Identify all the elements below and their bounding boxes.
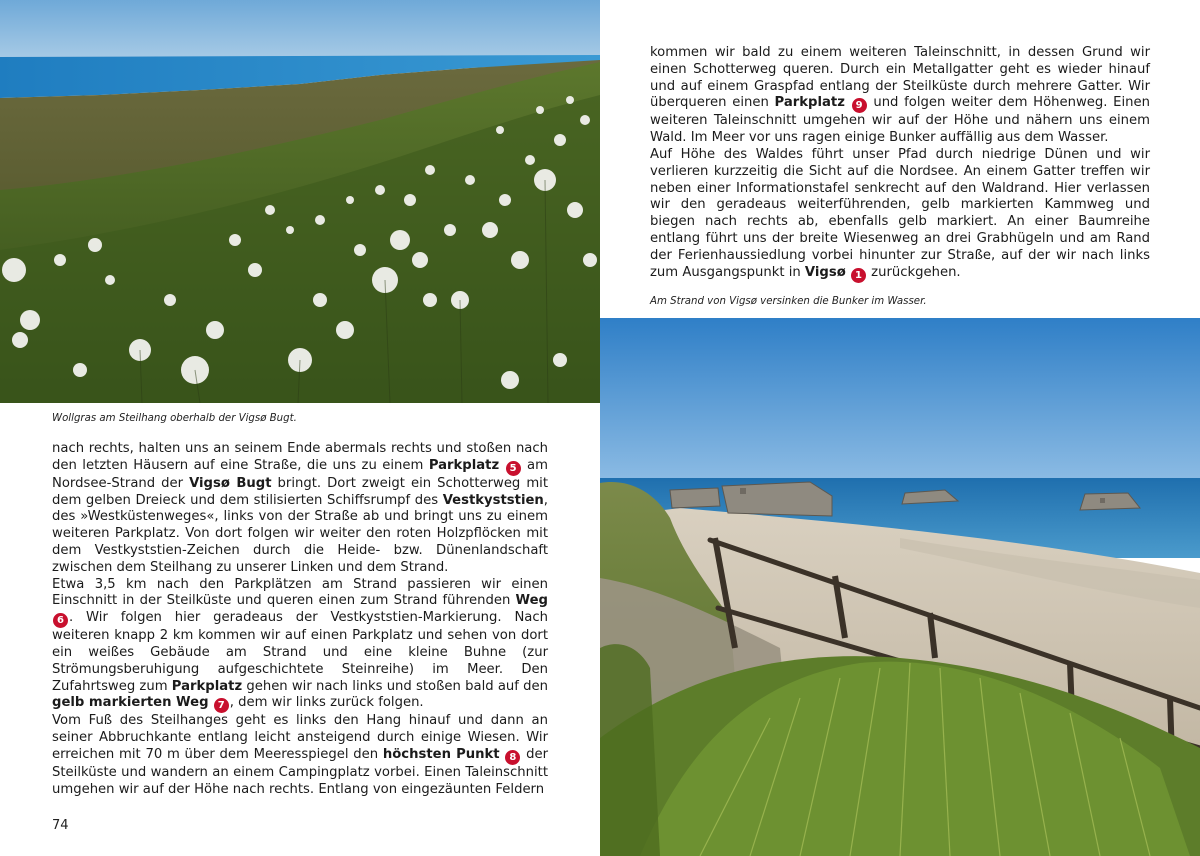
waypoint-marker-8: 8	[505, 750, 520, 765]
body-text-left	[52, 441, 548, 799]
text-run: bringt. Dort zweigt ein Schotterweg mit dem gelben Dreieck und dem stilisierten Schiffsrumpf des	[52, 475, 548, 508]
body-text-right	[650, 45, 1150, 283]
bold-place-name: Parkplatz	[428, 457, 500, 473]
text-run: nach rechts, halten uns an seinem Ende abermals rechts und stoßen nach den letzten Häusern auf eine Straße, die uns zu einem	[52, 441, 548, 473]
paragraph-r1	[650, 45, 1150, 147]
text-run	[209, 695, 213, 710]
cotton-grass-illustration	[0, 0, 600, 403]
text-run: Vom Fuß des Steilhanges geht es links den Hang hinauf und dann an seiner Abbruchkante entlang leicht ansteigend durch einige Wiesen. Wir erreichen mit 70 m über dem Meeresspiegel den	[52, 713, 548, 762]
beach-bunkers-photo	[600, 318, 1200, 856]
waypoint-marker-9: 9	[852, 98, 867, 113]
cotton-grass-cliff-photo	[0, 0, 600, 403]
text-run	[499, 458, 504, 473]
text-run: , dem wir links zurück folgen.	[229, 695, 424, 711]
text-run: zurückgehen.	[866, 264, 961, 280]
bold-place-name: Vigsø Bugt	[189, 475, 272, 491]
paragraph-p2	[52, 577, 548, 714]
bold-place-name: Vestkyststien	[442, 492, 544, 508]
bold-place-name: gelb markierten Weg	[52, 695, 209, 711]
bold-place-name: höchsten Punkt	[382, 746, 500, 762]
text-run: Etwa 3,5 km nach den Parkplätzen am Strand passieren wir einen Einschnitt in der Steilküste und queren einen zum Strand führenden	[52, 576, 548, 609]
bold-place-name: Weg	[515, 593, 548, 609]
text-run: . Wir folgen hier geradeaus der Vestkyststien-Markierung. Nach weiteren knapp 2 km kommen wir auf einen Parkplatz und sehen von dort ein weißes Gebäude am Strand und eine kleine Buhne (zur Strömungsberuhigung aufgeschichtete Steinreihe) im Meer. Den Zufahrtsweg zum	[52, 610, 548, 694]
waypoint-marker-6: 6	[53, 613, 68, 628]
photo-caption-cottongrass: Wollgras am Steilhang oberhalb der Vigsø Bugt.	[52, 413, 297, 424]
text-run: gehen wir nach links und stoßen bald auf den	[242, 678, 548, 694]
page-number: 74	[52, 818, 69, 833]
bold-place-name: Parkplatz	[171, 678, 243, 694]
waypoint-marker-5: 5	[506, 461, 521, 476]
bold-place-name: Vigsø	[804, 264, 846, 280]
text-run	[845, 95, 851, 110]
text-run: kommen wir bald zu einem weiteren Taleinschnitt, in dessen Grund wir einen Schotterweg queren. Durch ein Metallgatter geht es wieder hinauf und auf einem Graspfad entlang der Steilküste durch mehrere Gatter. Wir überqueren einen	[650, 45, 1150, 111]
paragraph-p1	[52, 441, 548, 577]
text-run	[500, 747, 505, 762]
text-run	[846, 265, 850, 280]
paragraph-p3	[52, 713, 548, 798]
photo-caption-beach: Am Strand von Vigsø versinken die Bunker im Wasser.	[650, 296, 927, 307]
waypoint-marker-1: 1	[851, 268, 866, 283]
right-page	[600, 0, 1200, 856]
beach-bunkers-illustration	[600, 318, 1200, 856]
text-run: , des »Westküstenweges«, links von der Straße ab und bringt uns zu einem weiteren Parkplatz. Von dort folgen wir weiter den roten Holzpflöcken mit dem Vestkyststien-Zeichen durch die Heide- bzw. Dünenlandschaft zwischen dem Steilhang zu unserer Linken und dem Strand.	[52, 492, 548, 575]
text-run: der Steilküste und wandern an einem Campingplatz vorbei. Einen Taleinschnitt umgehen wir auf der Höhe nach rechts. Entlang von eingezäunten Feldern	[52, 746, 549, 797]
waypoint-marker-7: 7	[214, 698, 229, 713]
bold-place-name: Parkplatz	[774, 95, 845, 111]
text-run: und folgen weiter dem Höhenweg. Einen weiteren Taleinschnitt umgehen wir auf der Höhe und nähern uns einem Wald. Im Meer vor uns ragen einige Bunker auffällig aus dem Wasser.	[650, 95, 1150, 146]
text-run: am Nordsee-Strand der	[52, 457, 548, 491]
paragraph-r2	[650, 147, 1150, 283]
text-run: Auf Höhe des Waldes führt unser Pfad durch niedrige Dünen und wir verlieren kurzzeitig die Sicht auf die Nordsee. An einem Gatter treffen wir neben einer Informationstafel senkrecht auf den Waldrand. Hier verlassen wir den geradeaus weiterführenden, gelb markierten Kammweg und biegen nach rechts ab, ebenfalls gelb markiert. An einer Baumreihe entlang führt uns der breite Wiesenweg an drei Grabhügeln und am Rand der Ferienhaussiedlung vorbei hinunter zur Straße, auf der wir nach links zum Ausgangspunkt in	[650, 146, 1150, 280]
